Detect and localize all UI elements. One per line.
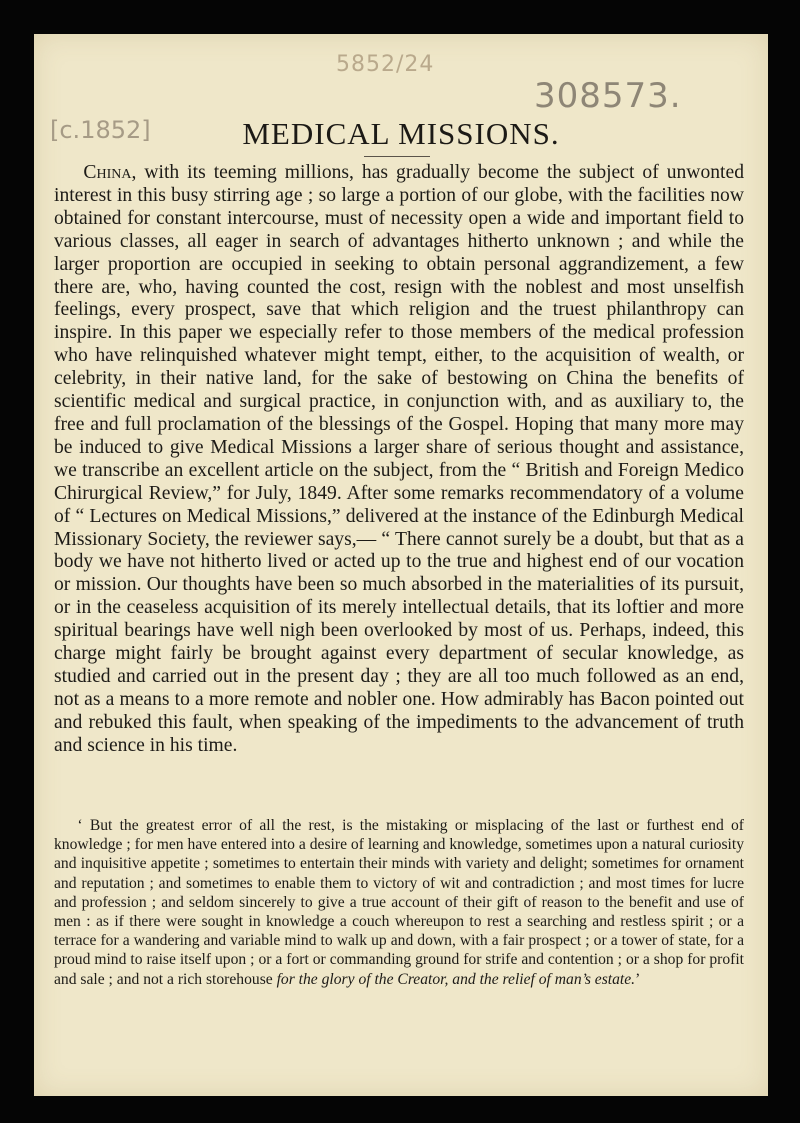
quotation-text: ‘ But the greatest error of all the rest, is the mistaking or misplacing of the last or furthest end of knowledge ; for men have entered into a desire of learning and knowledge, sometimes upon a natural curiosity and inquisitive appetite ; sometimes to entertain their minds with variety and delight; sometimes for ornament and reputation ; and sometimes to enable them to victory of wit and contradiction ; and most times for lucre and profession ; and seldom sincerely to give a true account of their gift of reason to the benefit and use of men : as if there were sought in knowledge a couch whereupon to rest a searching and restless spirit ; or a terrace for a wandering and variable mind to walk up and down, with a fair prospect ; or a tower of state, for a proud mind to raise itself upon ; or a fort or commanding ground for strife and contention ; or a shop for profit and sale ; and not a rich storehouse [54, 817, 744, 988]
lead-word: China, [83, 162, 137, 183]
main-paragraph-text: with its teeming millions, has gradually become the subject of unwonted interest in this busy stirring age ; so large a portion of our globe, with the facilities now obtained for constant intercourse, must of necessity open a wide and important field to various classes, all eager in search of advantages hitherto unknown ; and while the larger proportion are occupied in seeking to obtain personal aggrandizement, a few there are, who, having counted the cost, resign with the noblest and most unselfish feelings, every prospect, save that which religion and the truest philanthropy can inspire. In this paper we especially refer to those members of the medical profession who have relinquished whatever might tempt, either, to the acquisition of wealth, or celebrity, in their native land, for the sake of bestowing on China the benefits of scientific medical and surgical practice, in conjunction with, and as auxiliary to, the free and full proclamation of the blessings of the Gospel. Hoping that many more may be induced to give Medical Missions a larger share of serious thought and assistance, we transcribe an excellent article on the subject, from the “ British and Foreign Medico Chirurgical Review,” for July, 1849. After some remarks recommendatory of a volume of “ Lectures on Medical Missions,” delivered at the instance of the Edinburgh Medical Missionary Society, the reviewer says,— “ There cannot surely be a doubt, but that as a body we have not hitherto lived or acted up to the true and highest end of our vocation or mission. Our thoughts have been so much absorbed in the materialities of its pursuit, or in the ceaseless acquisition of its merely intellectual details, that its loftier and more spiritual bearings have well nigh been overlooked by most of us. Perhaps, indeed, this charge might fairly be brought against every department of secular knowledge, as studied and carried out in the present day ; they are all too much followed as an end, not as a means to a more remote and nobler one. How admirably has Bacon pointed out and rebuked this fault, when speaking of the impediments to the advancement of truth and science in his time. [54, 162, 744, 756]
main-text [54, 162, 744, 758]
handwritten-shelfmark-top: 5852/24 [336, 52, 435, 77]
page-title: MEDICAL MISSIONS. [242, 116, 560, 151]
handwritten-date-left: [c.1852] [50, 116, 151, 144]
quotation-paragraph [54, 816, 744, 989]
quotation-block [54, 816, 744, 989]
document-page [34, 34, 768, 1096]
quotation-close: ’ [635, 970, 641, 988]
main-paragraph [54, 162, 744, 758]
handwritten-number-right: 308573. [534, 76, 682, 116]
title-rule [364, 156, 430, 157]
quotation-italic: for the glory of the Creator, and the relief of man’s estate. [276, 970, 636, 988]
